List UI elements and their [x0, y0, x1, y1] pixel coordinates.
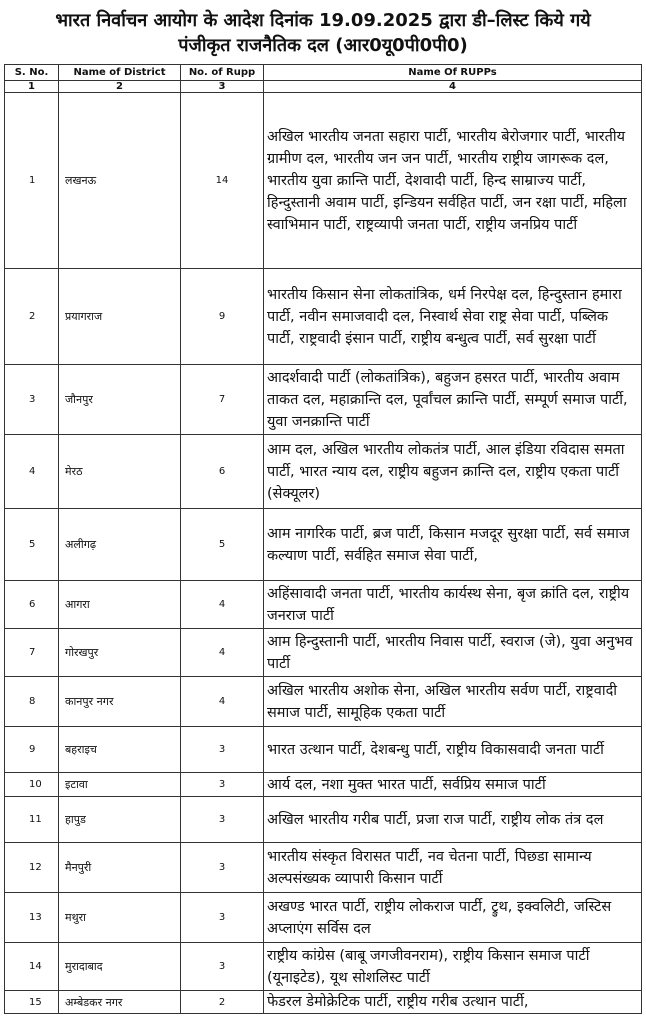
- rupp-count: 14: [181, 93, 264, 269]
- rupp-count: 3: [181, 797, 264, 843]
- district-name: मेरठ: [59, 435, 181, 509]
- rupp-names: आम दल, अखिल भारतीय लोकतंत्र पार्टी, आल इंडिया रविदास समता पार्टी, भारत न्याय दल, राष्ट्रीय बहुजन क्रान्ति दल, राष्ट्रीय एकता पार्टी (सेक्यूलर): [264, 435, 642, 509]
- table-row: [5, 509, 642, 581]
- rupp-count: 7: [181, 365, 264, 435]
- rupp-names: अखिल भारतीय जनता सहारा पार्टी, भारतीय बेरोजगार पार्टी, भारतीय ग्रामीण दल, भारतीय जन जन पार्टी, भारतीय राष्ट्रीय जागरूक दल, भारतीय युवा क्रान्ति पार्टी, देशवादी पार्टी, हिन्द साम्राज्य पार्टी, हिन्दुस्तानी अवाम पार्टी, इन्डियन सर्वहित पार्टी, जन रक्षा पार्टी, महिला स्वाभिमान पार्टी, राष्ट्रव्यापी जनता पार्टी, राष्ट्रीय जनप्रिय पार्टी: [264, 93, 642, 269]
- serial-number: 4: [5, 435, 59, 509]
- header-row: [5, 65, 642, 81]
- table-row: [5, 773, 642, 797]
- rupp-names: अहिंसावादी जनता पार्टी, भारतीय कार्यस्थ सेना, बृज क्रांति दल, राष्ट्रीय जनराज पार्टी: [264, 581, 642, 629]
- serial-number: 3: [5, 365, 59, 435]
- district-name: आगरा: [59, 581, 181, 629]
- district-name: प्रयागराज: [59, 269, 181, 365]
- table-row: [5, 727, 642, 773]
- rupp-count: 4: [181, 629, 264, 677]
- column-number: 3: [181, 81, 264, 93]
- serial-number: 2: [5, 269, 59, 365]
- table-row: [5, 269, 642, 365]
- serial-number: 13: [5, 893, 59, 943]
- rupp-count: 3: [181, 943, 264, 991]
- rupp-names: राष्ट्रीय कांग्रेस (बाबू जगजीवनराम), राष्ट्रीय किसान समाज पार्टी (यूनाइटेड), यूथ सोशलिस्ट पार्टी: [264, 943, 642, 991]
- rupp-names: फेडरल डेमोक्रेटिक पार्टी, राष्ट्रीय गरीब उत्थान पार्टी,: [264, 991, 642, 1014]
- district-name: इटावा: [59, 773, 181, 797]
- district-name: गोरखपुर: [59, 629, 181, 677]
- rupp-count: 3: [181, 727, 264, 773]
- header-sno: S. No.: [5, 65, 59, 81]
- district-name: मैनपुरी: [59, 843, 181, 893]
- document-title: [0, 0, 646, 56]
- rupp-names: भारतीय संस्कृत विरासत पार्टी, नव चेतना पार्टी, पिछडा सामान्य अल्पसंख्यक व्यापारी किसान पार्टी: [264, 843, 642, 893]
- table-row: [5, 943, 642, 991]
- district-name: अम्बेडकर नगर: [59, 991, 181, 1014]
- serial-number: 10: [5, 773, 59, 797]
- rupp-count: 6: [181, 435, 264, 509]
- table-row: [5, 435, 642, 509]
- rupp-names: आम नागरिक पार्टी, ब्रज पार्टी, किसान मजदूर सुरक्षा पार्टी, सर्व समाज कल्याण पार्टी, सर्वहित समाज सेवा पार्टी,: [264, 509, 642, 581]
- district-name: हापुड: [59, 797, 181, 843]
- rupp-names: अखिल भारतीय गरीब पार्टी, प्रजा राज पार्टी, राष्ट्रीय लोक तंत्र दल: [264, 797, 642, 843]
- rupp-names: अखण्ड भारत पार्टी, राष्ट्रीय लोकराज पार्टी, ट्रुथ, इक्वलिटी, जस्टिस अप्लाएंग सर्विस दल: [264, 893, 642, 943]
- district-name: मथुरा: [59, 893, 181, 943]
- district-name: लखनऊ: [59, 93, 181, 269]
- table-row: [5, 93, 642, 269]
- rupp-count: 3: [181, 843, 264, 893]
- rupp-count: 3: [181, 893, 264, 943]
- rupp-count: 5: [181, 509, 264, 581]
- rupp-count: 2: [181, 991, 264, 1014]
- title-line-2: पंजीकृत राजनैतिक दल (आर0यू0पी0पी0): [178, 35, 468, 56]
- column-number: 1: [5, 81, 59, 93]
- rupp-count: 4: [181, 581, 264, 629]
- serial-number: 15: [5, 991, 59, 1014]
- district-name: बहराइच: [59, 727, 181, 773]
- district-name: कानपुर नगर: [59, 677, 181, 727]
- district-name: मुरादाबाद: [59, 943, 181, 991]
- rupp-count: 4: [181, 677, 264, 727]
- table-row: [5, 581, 642, 629]
- rupp-names: आम हिन्दुस्तानी पार्टी, भारतीय निवास पार्टी, स्वराज (जे), युवा अनुभव पार्टी: [264, 629, 642, 677]
- serial-number: 14: [5, 943, 59, 991]
- rupp-count: 3: [181, 773, 264, 797]
- rupp-names: भारत उत्थान पार्टी, देशबन्धु पार्टी, राष्ट्रीय विकासवादी जनता पार्टी: [264, 727, 642, 773]
- serial-number: 8: [5, 677, 59, 727]
- header-district: Name of District: [59, 65, 181, 81]
- serial-number: 1: [5, 93, 59, 269]
- serial-number: 6: [5, 581, 59, 629]
- table-row: [5, 893, 642, 943]
- table-row: [5, 797, 642, 843]
- header-count: No. of Rupp: [181, 65, 264, 81]
- column-number-row: [5, 81, 642, 93]
- title-line-1: भारत निर्वाचन आयोग के आदेश दिनांक 19.09.2025 द्वारा डी–लिस्ट किये गये: [55, 10, 591, 31]
- serial-number: 7: [5, 629, 59, 677]
- table-row: [5, 677, 642, 727]
- rupp-names: आदर्शवादी पार्टी (लोकतांत्रिक), बहुजन हसरत पार्टी, भारतीय अवाम ताकत दल, महाक्रान्ति दल, पूर्वांचल क्रान्ति पार्टी, सम्पूर्ण समाज पार्टी, युवा जनक्रान्ति पार्टी: [264, 365, 642, 435]
- rupp-names: आर्य दल, नशा मुक्त भारत पार्टी, सर्वप्रिय समाज पार्टी: [264, 773, 642, 797]
- rupp-names: अखिल भारतीय अशोक सेना, अखिल भारतीय सर्वण पार्टी, राष्ट्रवादी समाज पार्टी, सामूहिक एकता पार्टी: [264, 677, 642, 727]
- table-row: [5, 629, 642, 677]
- table-row: [5, 365, 642, 435]
- table-row: [5, 843, 642, 893]
- serial-number: 11: [5, 797, 59, 843]
- rupp-count: 9: [181, 269, 264, 365]
- header-names: Name Of RUPPs: [264, 65, 642, 81]
- column-number: 2: [59, 81, 181, 93]
- serial-number: 5: [5, 509, 59, 581]
- serial-number: 12: [5, 843, 59, 893]
- table-row: [5, 991, 642, 1014]
- rupp-names: भारतीय किसान सेना लोकतांत्रिक, धर्म निरपेक्ष दल, हिन्दुस्तान हमारा पार्टी, नवीन समाजवादी दल, निस्वार्थ सेवा राष्ट्र सेवा पार्टी, पब्लिक पार्टी, राष्ट्रवादी इंसान पार्टी, राष्ट्रीय बन्धुत्व पार्टी, सर्व सुरक्षा पार्टी: [264, 269, 642, 365]
- column-number: 4: [264, 81, 642, 93]
- serial-number: 9: [5, 727, 59, 773]
- rupp-table: [4, 64, 642, 1014]
- district-name: अलीगढ़: [59, 509, 181, 581]
- district-name: जौनपुर: [59, 365, 181, 435]
